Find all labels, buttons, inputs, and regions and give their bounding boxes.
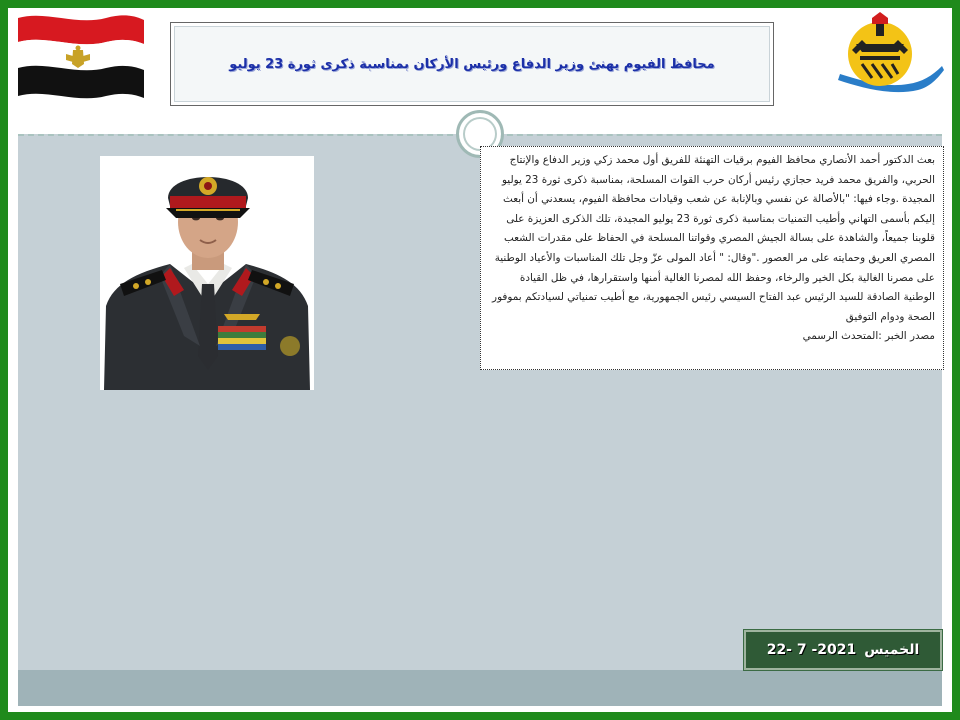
date-badge <box>744 630 942 670</box>
article-body <box>480 146 944 370</box>
headline-box <box>170 22 774 106</box>
egypt-flag-icon <box>16 12 146 104</box>
date-day: الخميس <box>864 642 920 658</box>
article-paragraph: بعث الدكتور أحمد الأنصاري محافظ الفيوم برقيات التهنئة للفريق أول محمد زكي وزير الدفاع والإنتاج الحربي، والفريق محمد فريد حجازي رئيس أركان حرب القوات المسلحة، بمناسبة ذكرى ثورة 23 يوليو المجيدة .وجاء فيها: "بالأصالة عن نفسي وبالإنابة عن شعب وقيادات محافظة الفيوم، يسعدني أن أبعث إليكم بأسمى التهاني وأطيب التمنيات بمناسبة ذكرى ثورة 23 يوليو المجيدة، تلك الذكرى العزيزة على قلوبنا جميعاً، والشاهدة على بسالة الجيش المصري وقواتنا المسلحة في الحفاظ على مقدرات الشعب المصري العريق وحمايته على مر العصور ."وقال: " أعاد المولى عزّ وجل تلك المناسبات والأعياد الوطنية على مصرنا الغالية بكل الخير والرخاء، وحفظ الله لمصرنا الغالية أمنها واستقرارها، في ظل القيادة الوطنية الصادقة للسيد الرئيس عبد الفتاح السيسي رئيس الجمهورية، مع أطيب تمنياتي لسيادتكم بموفور الصحة ودوام التوفيق <box>492 154 935 323</box>
footer-strip <box>18 670 942 706</box>
date-value: 22- 7 -2021 <box>766 642 857 658</box>
article-source: مصدر الخبر :المتحدث الرسمي <box>802 330 935 343</box>
fayoum-governorate-logo-icon <box>832 10 948 108</box>
officer-portrait-image <box>100 156 314 390</box>
headline-title: محافظ الفيوم يهنئ وزير الدفاع ورئيس الأركان بمناسبة ذكرى ثورة 23 يوليو <box>229 56 715 72</box>
